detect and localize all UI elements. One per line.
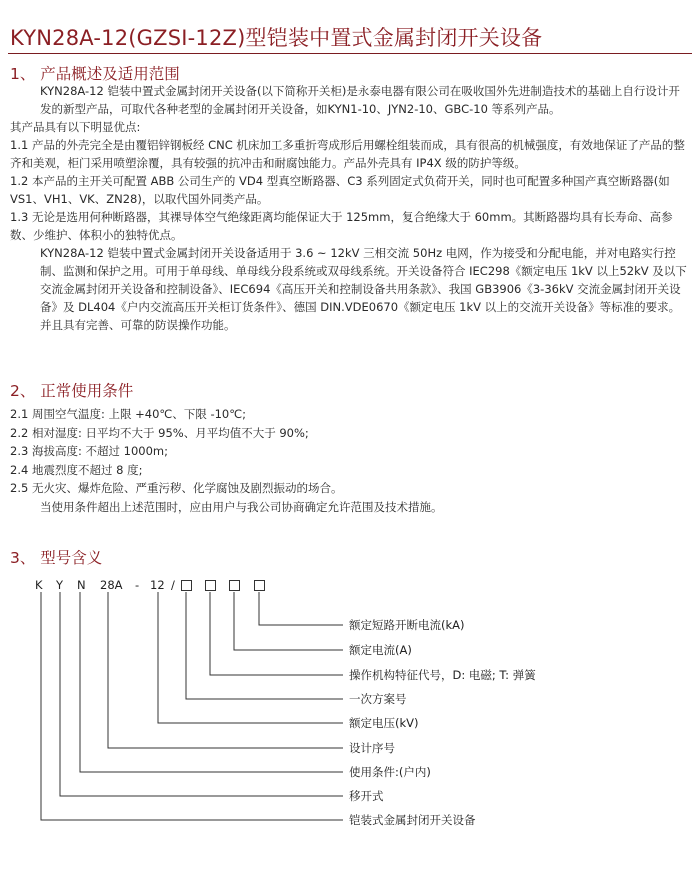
- code-letter-y: Y: [56, 578, 64, 592]
- advantages-lead: 其产品具有以下明显优点:: [10, 120, 141, 134]
- application-paragraph: KYN28A-12 铠装中置式金属封闭开关设备适用于 3.6 ~ 12kV 三相交流 50Hz 电网，作为接受和分配电能，并对电路实行控制、监测和保护之用。可用于单母线、单母线分段系统或双母线系统。开关设备符合 IEC298《额定电压 1kV 以上52kV 及以下交流金属封闭开关设备和控制设备》、IEC694《高压开关和控制设备共用条款》、我国 GB3906《3-36kV 交流金属封闭开关设备》及 DL404《户内交流高压开关柜订货条件》、德国 DIN.VDE0670《额定电压 1kV 以上的交流开关设备》等标准的要求。并且具有完善、可靠的防误操作功能。: [40, 246, 687, 332]
- label-armored-switchgear: 铠装式金属封闭开关设备: [349, 813, 476, 827]
- condition-item: 2.3 海拔高度: 不超过 1000m;: [10, 444, 168, 458]
- condition-item: 2.5 无火灾、爆炸危险、严重污秽、化学腐蚀及剧烈振动的场合。: [10, 481, 343, 495]
- code-voltage: 12: [150, 578, 165, 592]
- label-mechanism-code: 操作机构特征代号，D: 电磁; T: 弹簧: [349, 668, 536, 682]
- page-title: KYN28A-12(GZSI-12Z)型铠装中置式金属封闭开关设备: [10, 26, 543, 50]
- label-design-number: 设计序号: [349, 741, 395, 755]
- code-dash: -: [135, 578, 140, 592]
- section-2-heading: 2、 正常使用条件: [10, 382, 134, 400]
- label-rated-voltage: 额定电压(kV): [349, 716, 419, 730]
- condition-note: 当使用条件超出上述范围时，应由用户与我公司协商确定允许范围及技术措施。: [40, 499, 443, 514]
- label-usage-condition: 使用条件:(户内): [349, 765, 431, 779]
- code-letter-k: K: [35, 578, 43, 592]
- code-letter-n: N: [77, 578, 86, 592]
- advantage-1-1: 1.1 产品的外壳完全是由覆铝锌钢板经 CNC 机床加工多重折弯成形后用螺栓组装而成，具有很高的机械强度，有效地保证了产品的整齐和美观，柜门采用喷塑涂覆，具有较强的抗冲击和耐腐蚀能力。产品外壳具有 IP4X 级的防护等级。: [10, 138, 685, 170]
- section-1-heading: 1、 产品概述及适用范围: [10, 65, 180, 83]
- advantage-1-2: 1.2 本产品的主开关可配置 ABB 公司生产的 VD4 型真空断路器、C3 系列固定式负荷开关，同时也可配置多种国产真空断路器(如 VS1、VH1、VK、ZN28)，以取代国外同类产品。: [10, 174, 670, 206]
- condition-item: 2.4 地震烈度不超过 8 度;: [10, 462, 143, 477]
- condition-item: 2.2 相对湿度: 日平均不大于 95%、月平均值不大于 90%;: [10, 425, 309, 440]
- condition-item: 2.1 周围空气温度: 上限 +40℃、下限 -10℃;: [10, 407, 247, 421]
- advantage-1-3: 1.3 无论是选用何种断路器，其裸导体空气绝缘距离均能保证大于 125mm，复合绝缘大于 60mm。其断路器均具有长寿命、高参数、少维护、体积小的独特优点。: [10, 210, 673, 242]
- intro-paragraph: KYN28A-12 铠装中置式金属封闭开关设备(以下简称开关柜)是永泰电器有限公司在吸收国外先进制造技术的基础上自行设计开发的新型产品，可取代各种老型的金属封闭开关设备，如KYN1-10、JYN2-10、GBC-10 等系列产品。: [40, 84, 680, 116]
- label-scheme-number: 一次方案号: [349, 692, 407, 706]
- code-slash: /: [171, 578, 175, 592]
- label-breaking-current: 额定短路开断电流(kA): [349, 618, 465, 632]
- label-rated-current: 额定电流(A): [349, 643, 412, 657]
- code-model-number: 28A: [100, 578, 123, 592]
- label-withdrawable: 移开式: [349, 789, 384, 803]
- section-3-heading: 3、 型号含义: [10, 549, 103, 567]
